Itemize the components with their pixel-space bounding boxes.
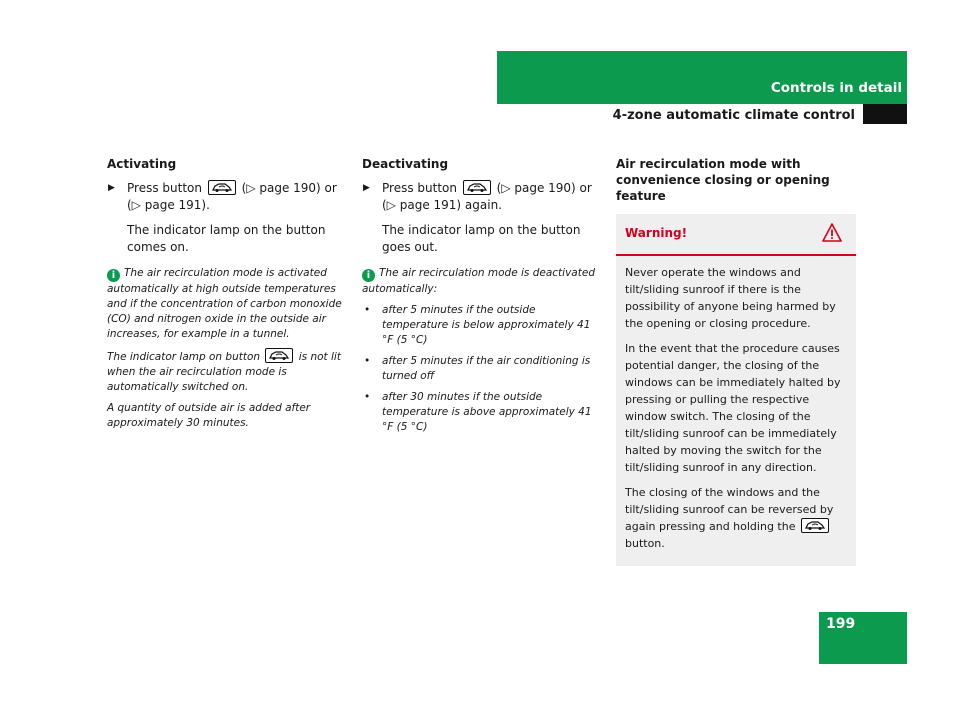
column-convenience [616,156,856,566]
bullet-icon: • [364,391,371,403]
warning-para-1: Never operate the windows and tilt/sliding sunroof if there is the possibility of anyone being harmed by the opening or closing procedure. [625,266,836,330]
info-note-3: A quantity of outside air is added after approximately 30 minutes. [107,402,311,429]
info-note-1 [107,266,347,342]
bullet-icon: • [364,304,371,316]
car-recirculation-icon [463,180,491,195]
list-item-text: after 5 minutes if the air conditioning is turned off [382,355,591,382]
info-icon: i [107,269,120,282]
header-bar [497,51,907,104]
chapter-tab [863,104,907,124]
info-note-2 [107,348,347,395]
list-item-text: after 5 minutes if the outside temperature is below approximately 41 °F (5 °C) [382,304,591,346]
note-text: is not lit when the air recirculation mode is automatically switched on. [107,351,341,393]
warning-para-2: In the event that the procedure causes potential danger, the closing of the windows can be immediately halted by pressing or pulling the respective window switch. The closing of the tilt/sliding sunroof can be immediately halted by moving the switch for the tilt/sliding sunroof in any direction. [625,342,841,474]
bullet-icon: • [364,355,371,367]
activating-heading: Activating [107,157,177,171]
note-text: The air recirculation mode is activated automatically at high outside temperatures and if the concentration of carbon monoxide (CO) and nitrogen oxide in the outside air increases, for example in a tunnel. [107,267,342,340]
warning-para-3 [625,484,847,552]
warning-label: Warning! [625,226,688,240]
convenience-heading: Air recirculation mode with convenience closing or opening feature [616,157,830,203]
section-title: Controls in detail [770,80,902,96]
step-text: Press button [127,181,202,195]
car-recirculation-icon [801,518,829,533]
triangle-right-icon: ▶ [108,183,115,193]
deactivating-heading: Deactivating [362,157,449,171]
deactivating-result: The indicator lamp on the button goes out. [382,223,581,254]
warning-text: button. [625,537,665,550]
page-number: 199 [826,616,856,632]
step-text-ref: (▷ page 190) or (▷ page 191) again. [382,181,592,212]
note-text: The indicator lamp on button [107,351,261,363]
list-item [362,303,602,348]
car-recirculation-icon [208,180,236,195]
list-item [362,354,602,384]
info-icon: i [362,269,375,282]
info-note [362,266,602,297]
list-item [362,390,602,435]
warning-header [616,214,856,256]
deactivation-list [362,303,602,435]
activating-result: The indicator lamp on the button comes on. [127,223,326,254]
warning-box [616,214,856,566]
triangle-right-icon: ▶ [363,183,370,193]
note-text: The air recirculation mode is deactivated automatically: [362,267,595,295]
column-deactivating [362,156,602,441]
list-item-text: after 30 minutes if the outside temperature is above approximately 41 °F (5 °C) [382,391,592,433]
step-text: Press button [382,181,457,195]
deactivating-step [362,180,602,214]
warning-triangle-icon [822,223,842,246]
warning-text: The closing of the windows and the tilt/sliding sunroof can be reversed by again pressing and holding the [625,486,834,533]
car-recirculation-icon [265,348,293,363]
column-activating [107,156,347,437]
step-text-ref: (▷ page 190) or (▷ page 191). [127,181,337,212]
activating-step [107,180,347,214]
subsection-title: 4-zone automatic climate control [612,108,855,123]
